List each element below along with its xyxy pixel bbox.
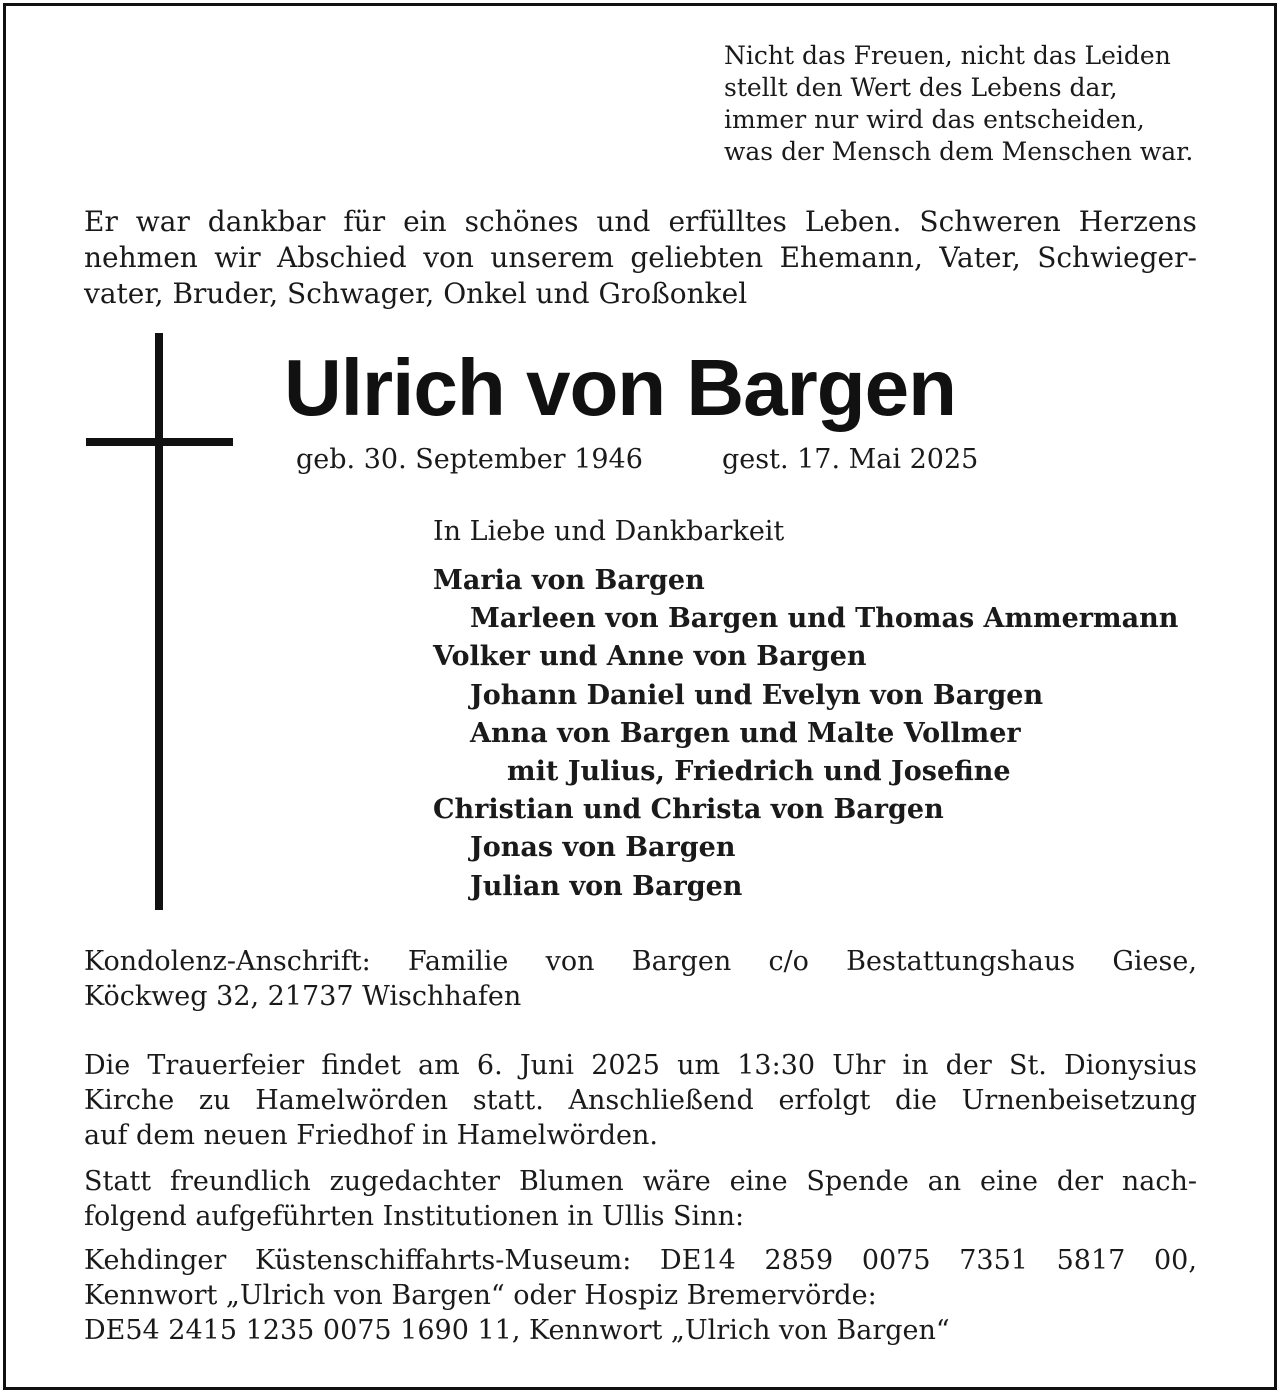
condolence-address	[84, 944, 1197, 1014]
motto-line: Nicht das Freuen, nicht das Leiden	[724, 41, 1171, 70]
intro-line: nehmen wir Abschied von unserem geliebten Ehemann, Vater, Schwieger-	[84, 241, 1197, 274]
family-intro: In Liebe und Dankbarkeit	[433, 516, 785, 547]
cross-icon-horizontal-bar	[86, 438, 233, 446]
condolence-line: Köckweg 32, 21737 Wischhafen	[84, 981, 522, 1012]
funeral-service-info	[84, 1048, 1197, 1153]
donation-request	[84, 1164, 1197, 1234]
family-member: Anna von Bargen und Malte Vollmer	[470, 717, 1021, 749]
bank-line: Kennwort „Ulrich von Bargen“ oder Hospiz Bremervörde:	[84, 1280, 877, 1311]
motto-line: was der Mensch dem Menschen war.	[724, 137, 1194, 166]
intro-paragraph	[84, 204, 1197, 312]
bank-line: DE54 2415 1235 0075 1690 11, Kennwort „Ulrich von Bargen“	[84, 1315, 950, 1346]
service-line: Die Trauerfeier findet am 6. Juni 2025 um 13:30 Uhr in der St. Dionysius	[84, 1050, 1197, 1081]
family-member: Johann Daniel und Evelyn von Bargen	[470, 679, 1044, 711]
deceased-name: Ulrich von Bargen	[284, 343, 957, 432]
family-member: Christian und Christa von Bargen	[433, 794, 944, 826]
service-line: Kirche zu Hamelwörden statt. Anschließend erfolgt die Urnenbeisetzung	[84, 1085, 1197, 1116]
donation-line: folgend aufgeführten Institutionen in Ullis Sinn:	[84, 1201, 745, 1232]
family-member: Julian von Bargen	[470, 870, 743, 902]
family-member: Marleen von Bargen und Thomas Ammermann	[470, 603, 1179, 635]
donation-line: Statt freundlich zugedachter Blumen wäre eine Spende an eine der nach-	[84, 1166, 1197, 1197]
intro-line: vater, Bruder, Schwager, Onkel und Großonkel	[84, 277, 748, 310]
motto-verse	[724, 40, 1244, 168]
cross-icon-vertical-bar	[155, 333, 163, 910]
family-list	[433, 562, 1178, 906]
family-member: Jonas von Bargen	[470, 832, 736, 864]
bank-line: Kehdinger Küstenschiffahrts-Museum: DE14 2859 0075 7351 5817 00,	[84, 1245, 1197, 1276]
motto-line: immer nur wird das entscheiden,	[724, 105, 1145, 134]
death-date: gest. 17. Mai 2025	[722, 444, 979, 475]
motto-line: stellt den Wert des Lebens dar,	[724, 73, 1118, 102]
intro-line: Er war dankbar für ein schönes und erfülltes Leben. Schweren Herzens	[84, 205, 1197, 238]
family-member: Maria von Bargen	[433, 565, 705, 596]
family-member: Volker und Anne von Bargen	[433, 641, 867, 673]
service-line: auf dem neuen Friedhof in Hamelwörden.	[84, 1120, 658, 1151]
bank-details	[84, 1243, 1197, 1348]
family-member: mit Julius, Friedrich und Josefine	[507, 756, 1011, 788]
condolence-line: Kondolenz-Anschrift: Familie von Bargen c/o Bestattungshaus Giese,	[84, 946, 1197, 977]
birth-date: geb. 30. September 1946	[296, 444, 643, 475]
